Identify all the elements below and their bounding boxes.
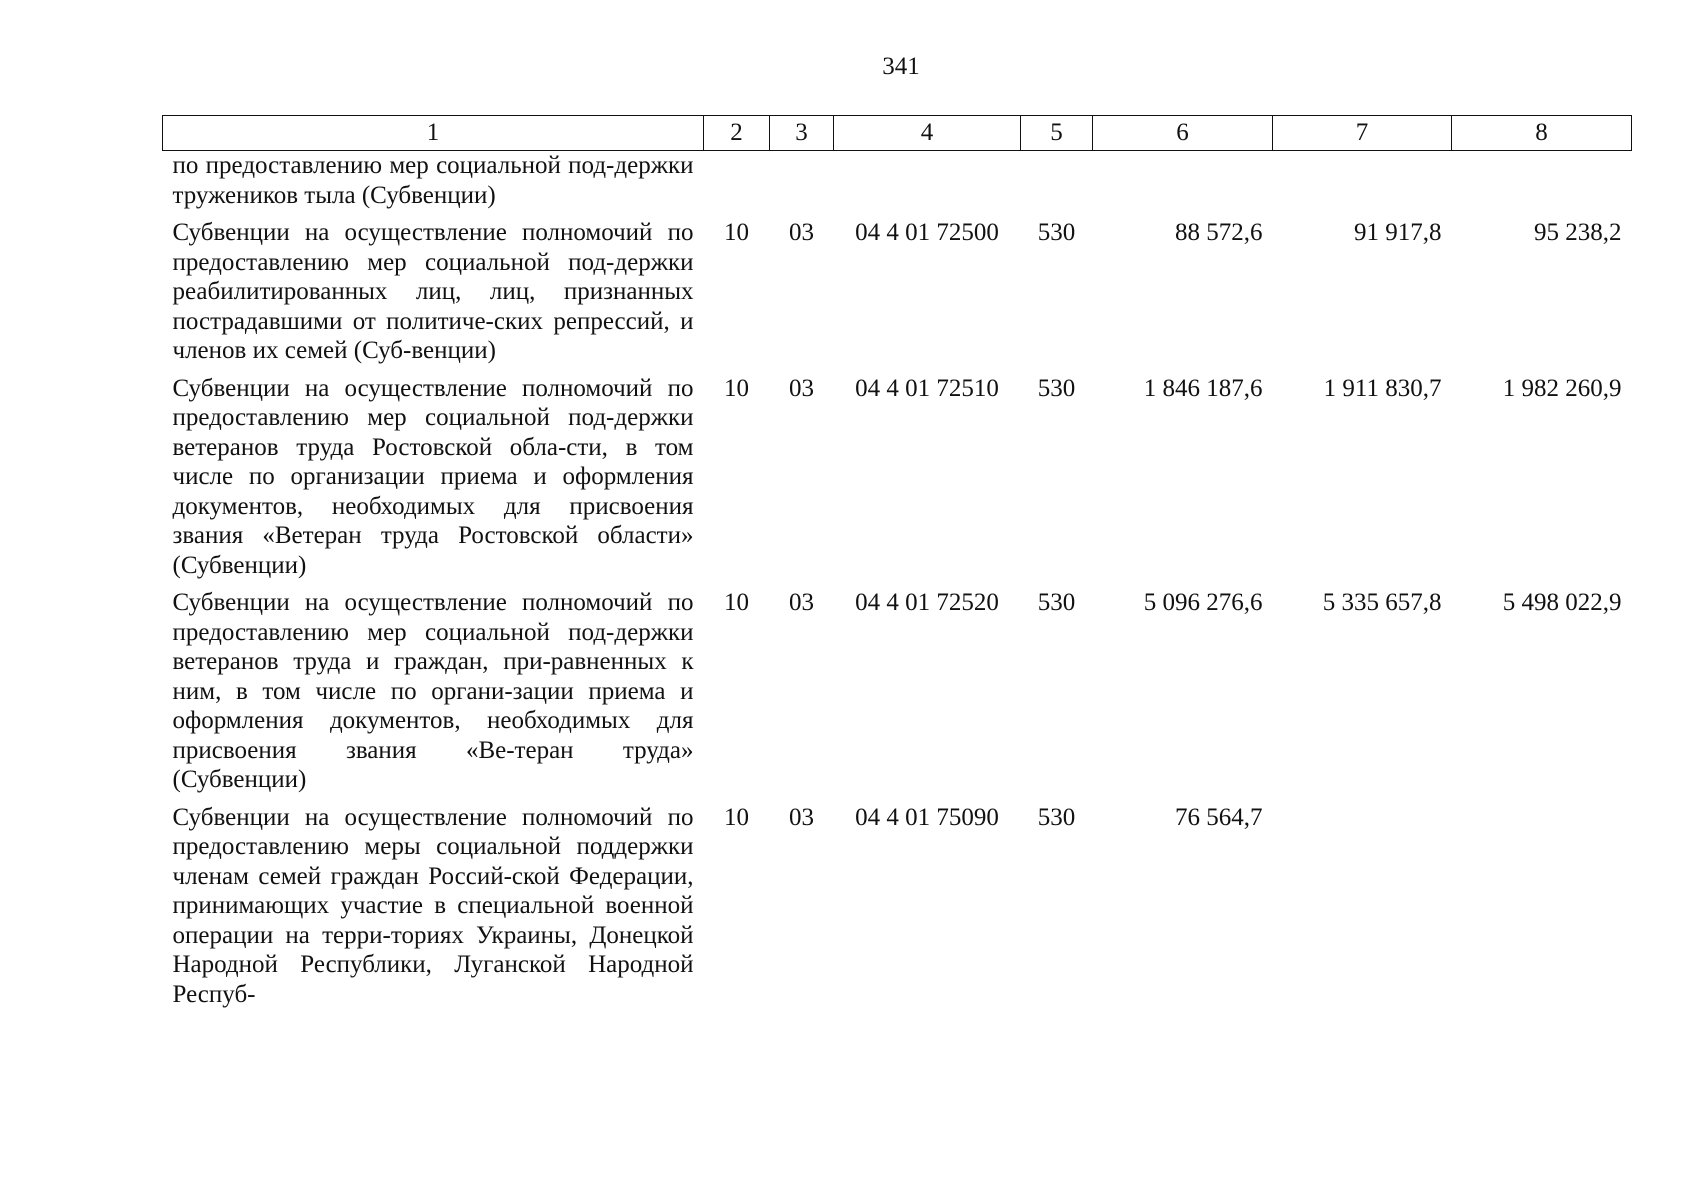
cell-amount-8: 5 498 022,9 — [1502, 589, 1622, 616]
cell-target-code: 04 4 01 75090 — [855, 803, 999, 831]
cell-subsection: 03 — [789, 803, 814, 831]
cell-amount-7: 91 917,8 — [1354, 219, 1442, 246]
cell-target-code — [834, 151, 1021, 211]
cell-expense-type: 530 — [1037, 589, 1076, 616]
cell-amount-7 — [1273, 795, 1452, 1010]
column-header-1: 1 — [163, 116, 704, 151]
column-header-4: 4 — [834, 116, 1021, 151]
cell-amount-6: 1 846 187,6 — [1143, 374, 1263, 402]
cell-amount-6: 76 564,7 — [1175, 803, 1263, 831]
table-header — [163, 116, 1632, 151]
column-header-7: 7 — [1273, 116, 1452, 151]
cell-amount-8 — [1452, 151, 1632, 211]
cell-subsection: 03 — [789, 374, 814, 402]
table-row — [163, 210, 1632, 366]
table-row — [163, 795, 1632, 1010]
table-row — [163, 366, 1632, 581]
cell-expense-type: 530 — [1037, 374, 1076, 402]
table-header-row — [163, 116, 1632, 151]
row-description: Субвенции на осуществление полномочий по предоставлению меры социальной поддержки членам семей граждан Россий-ской Федерации, принимающих участие в специальной военной операции на терри-ториях Украины, Донецкой Народной Республики, Луганской Народной Респуб- — [172, 803, 694, 1008]
cell-target-code: 04 4 01 72500 — [855, 219, 999, 246]
column-header-3: 3 — [770, 116, 834, 151]
cell-subsection: 03 — [789, 589, 814, 616]
cell-amount-7 — [1273, 151, 1452, 211]
column-header-8: 8 — [1452, 116, 1632, 151]
cell-amount-6 — [1093, 151, 1273, 211]
cell-amount-8: 1 982 260,9 — [1502, 374, 1622, 402]
cell-section: 10 — [724, 803, 749, 831]
cell-amount-7: 1 911 830,7 — [1323, 374, 1442, 402]
cell-amount-6: 88 572,6 — [1175, 219, 1263, 246]
cell-subsection: 03 — [789, 219, 814, 246]
cell-section: 10 — [724, 589, 749, 616]
table-row — [163, 151, 1632, 211]
cell-subsection — [770, 151, 834, 211]
cell-expense-type: 530 — [1037, 219, 1076, 246]
budget-table — [162, 115, 1632, 1009]
row-description: Субвенции на осуществление полномочий по предоставлению мер социальной под-держки реабилитированных лиц, лиц, признанных пострадавшими от политиче-ских репрессий, и членов их семей (Суб-венции) — [172, 219, 694, 364]
column-header-6: 6 — [1093, 116, 1273, 151]
row-description: Субвенции на осуществление полномочий по предоставлению мер социальной под-держки ветеранов труда Ростовской обла-сти, в том числе по организации приема и оформления документов, необходимых для присвоения звания «Ветеран труда Ростовской области» (Субвенции) — [172, 374, 694, 579]
column-header-5: 5 — [1021, 116, 1093, 151]
cell-target-code: 04 4 01 72520 — [855, 589, 999, 616]
cell-expense-type — [1021, 151, 1093, 211]
column-header-2: 2 — [704, 116, 770, 151]
cell-amount-8 — [1452, 795, 1632, 1010]
cell-section: 10 — [724, 219, 749, 246]
cell-amount-7: 5 335 657,8 — [1322, 589, 1442, 616]
row-description: по предоставлению мер социальной под-держки тружеников тыла (Субвенции) — [172, 152, 694, 209]
cell-amount-8: 95 238,2 — [1534, 219, 1622, 246]
table-body — [163, 151, 1632, 1010]
table-row — [163, 580, 1632, 795]
row-description: Субвенции на осуществление полномочий по предоставлению мер социальной под-держки ветеранов труда и граждан, при-равненных к ним, в том числе по органи-зации приема и оформления документов, необходимых для присвоения звания «Ве-теран труда» (Субвенции) — [172, 589, 694, 793]
cell-section — [704, 151, 770, 211]
page-number: 341 — [882, 53, 920, 80]
cell-section: 10 — [724, 374, 749, 402]
cell-expense-type: 530 — [1037, 803, 1076, 831]
cell-target-code: 04 4 01 72510 — [855, 374, 999, 402]
cell-amount-6: 5 096 276,6 — [1143, 589, 1263, 616]
